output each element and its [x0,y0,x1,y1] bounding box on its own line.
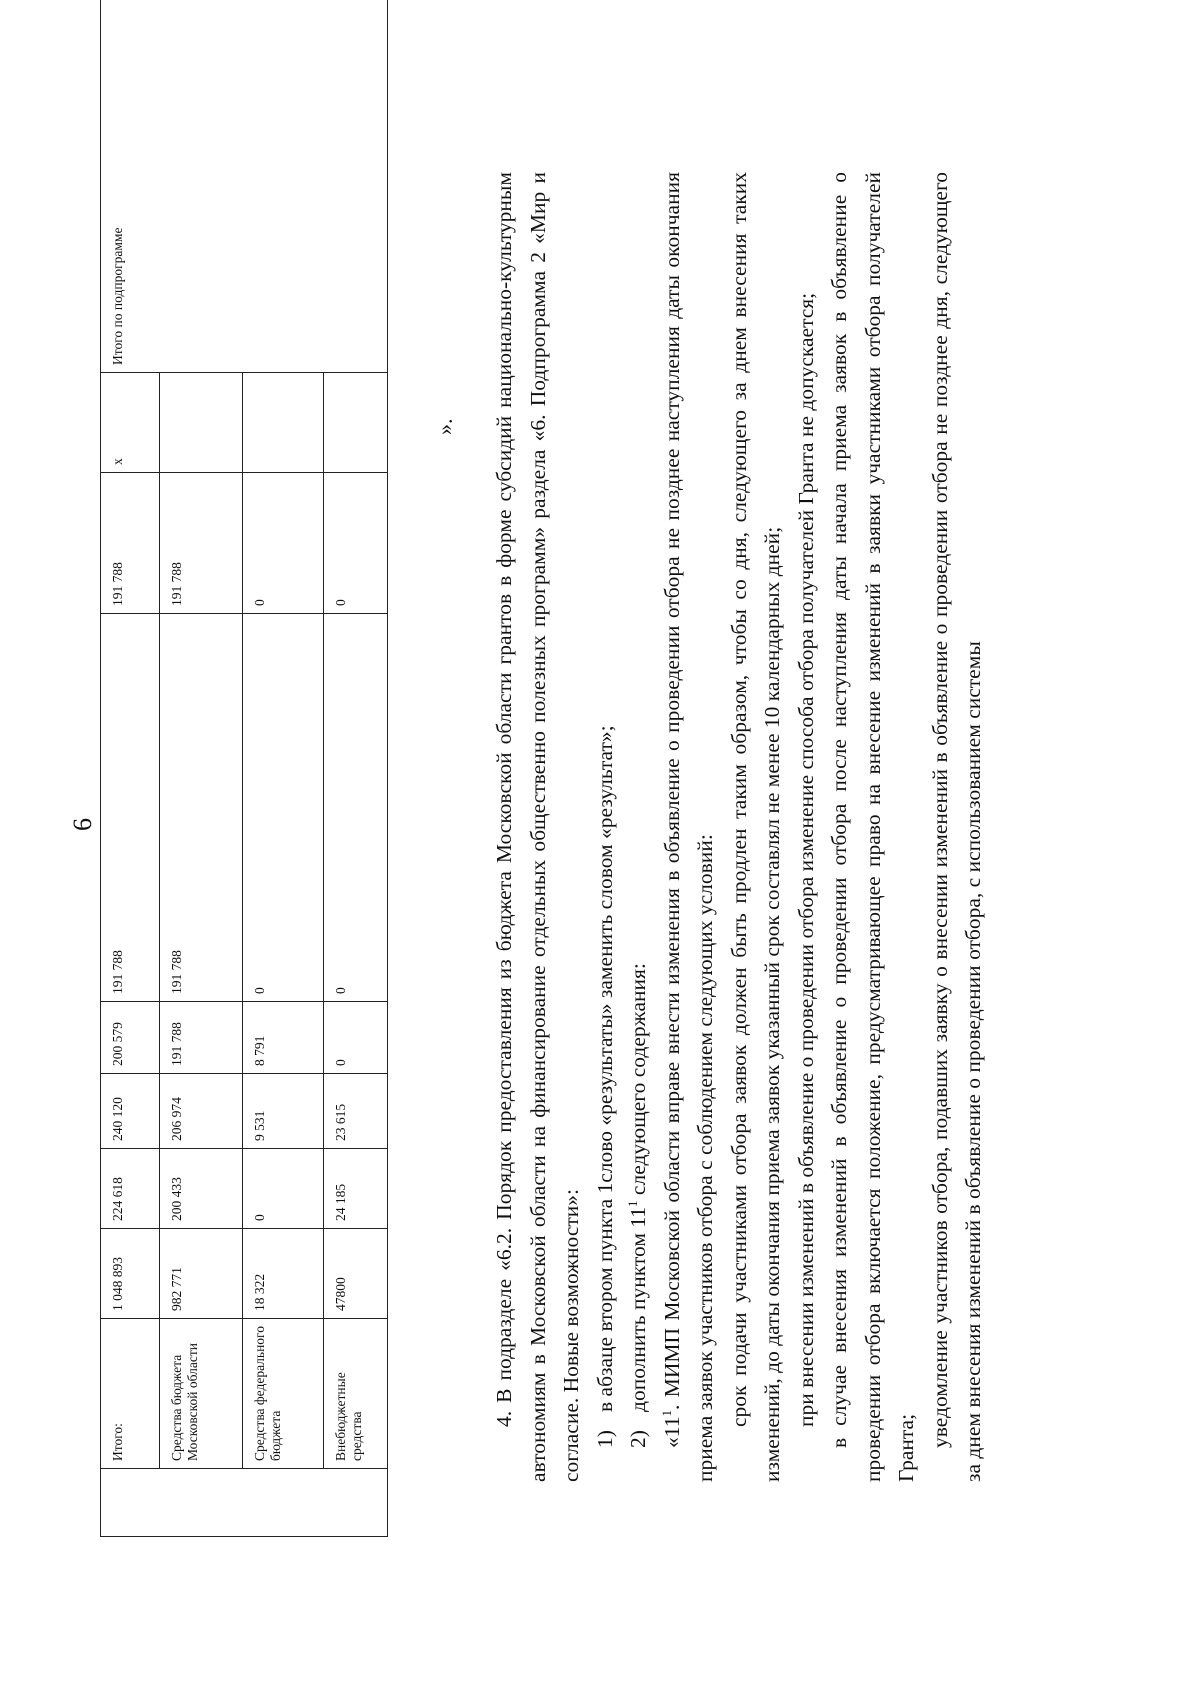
condition-3: в случае внесения изменений в объявление о проведении отбора после наступления даты начала приема заявок в объявление о проведении отбора включается положение, предусматривающее право на внесение изменений в заявки участниками отбора получателей Гранта; [827,172,918,1482]
list-item-2 [622,172,656,1482]
superscript: 1 [624,1200,640,1207]
list-number: 2) [626,1430,650,1448]
table-cell: 200 433 [160,1149,243,1229]
closing-quote: ». [432,418,457,435]
table-cell: 191 788 [101,473,160,614]
table-cell: 0 [243,473,324,614]
table-cell-label: Итого: [101,1319,160,1469]
list-item-1 [589,172,623,1482]
table-cell-empty [324,373,388,473]
table-cell: 224 618 [101,1149,160,1229]
table-cell-empty [160,373,243,473]
table-cell: 982 771 [160,1229,243,1319]
condition-1: срок подачи участниками отбора заявок должен быть продлен таким образом, чтобы со дня, следующего за днем внесения таких изменений, до даты окончания приема заявок указанный срок составлял не менее 10 календарных дней; [726,172,784,1482]
paragraph-text: . МИМП Московской области вправе внести изменения в объявление о проведении отбора не позднее наступления даты окончания приема заявок участников отбора с соблюдением следующих условий: [659,172,717,1482]
table-cell: 0 [324,1002,388,1074]
table-cell: 191 788 [160,473,243,614]
condition-2: при внесении изменений в объявление о проведении отбора изменение способа отбора получателей Гранта не допускается; [793,292,818,1427]
table-cell: 18 322 [243,1229,324,1319]
page-number: 6 [68,818,97,831]
table-cell: 240 120 [101,1074,160,1149]
table-cell: 8 791 [243,1002,324,1074]
table-cell-label: Средства бюджета Московской области [160,1319,243,1469]
table-cell: 191 788 [160,1002,243,1074]
table-cell: 1 048 893 [101,1229,160,1319]
table-cell-label: Внебюджетные средства [324,1319,388,1469]
table-cell: 47800 [324,1229,388,1319]
table-cell: 0 [243,614,324,1002]
table-cell: 206 974 [160,1074,243,1149]
table-cell-label: Средства федерального бюджета [243,1319,324,1469]
table-cell: 0 [324,473,388,614]
list-text: следующего содержания: [626,963,650,1201]
table-row [101,0,160,1537]
condition-4: уведомление участников отбора, подавших заявку о внесении изменений в объявление о проведении отбора не позднее дня, следующего за днем внесения изменений в объявление о проведении отбора, с использованием системы [927,172,985,1482]
list-number: 1) [592,1430,617,1448]
table-cell: 200 579 [101,1002,160,1074]
table-cell: 24 185 [324,1149,388,1229]
document-body [488,172,991,1482]
paragraph-4: 4. В подразделе «6.2. Порядок предоставления из бюджета Московской области грантов в форме субсидий национально-культурным автономиям в Московской области на финансирование отдельных общественно полезных программ» раздела «6. Подпрограмма 2 «Мир и согласие. Новые возможности»: [492,172,583,1482]
table-cell: 0 [324,614,388,1002]
table-cell-extra: х [101,373,160,473]
list-text: дополнить пунктом 11 [626,1206,650,1412]
funding-table [100,0,388,1537]
table-cell: 191 788 [101,614,160,1002]
table-cell: 191 788 [160,614,243,1002]
table-cell-empty [101,1469,388,1537]
table-cell-empty [243,373,324,473]
paragraph-text: «11 [659,1416,684,1448]
superscript: 1 [658,1410,674,1417]
table-cell: 0 [243,1149,324,1229]
paragraph-11-1 [656,172,723,1482]
list-text: в абзаце втором пункта 1слово «результаты» заменить словом «результат»; [592,725,617,1412]
table-cell: 23 615 [324,1074,388,1149]
table-cell: 9 531 [243,1074,324,1149]
table-cell-row-label: Итого по подпрограмме [101,0,388,373]
